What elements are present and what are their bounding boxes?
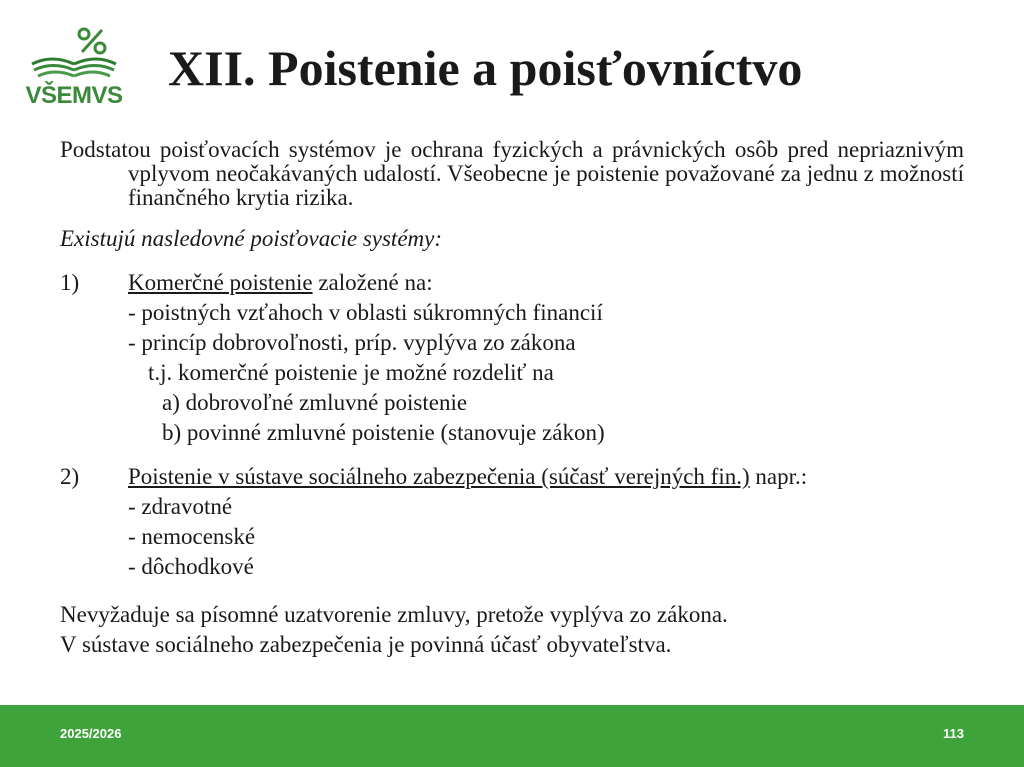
item2-heading-rest: napr.: (749, 464, 808, 489)
item1-heading-rest: založené na: (312, 270, 433, 295)
logo-text-b: VS (91, 82, 123, 109)
page-number: 113 (943, 726, 964, 741)
item1-heading-underlined: Komerčné poistenie (128, 270, 313, 295)
item2-line-1: - zdravotné (128, 494, 233, 519)
item2-line-3: - dôchodkové (128, 554, 254, 579)
logo (24, 24, 124, 110)
item1-subitem-a: a) dobrovoľné zmluvné poistenie (162, 390, 468, 415)
list-number-1: 1) (60, 270, 80, 295)
closing-line-1: Nevyžaduje sa písomné uzatvorenie zmluvy, pretože vyplýva zo zákona. (60, 602, 728, 627)
footer-year: 2025/2026 (60, 726, 122, 741)
logo-text-a: VŠEM (25, 82, 92, 109)
list-number-2: 2) (60, 464, 80, 489)
item2-heading-underlined: Poistenie v sústave sociálneho zabezpečenia (súčasť verejných fin.) (128, 464, 750, 489)
item1-subitem-b: b) povinné zmluvné poistenie (stanovuje zákon) (162, 420, 605, 445)
item2-line-2: - nemocenské (128, 524, 256, 549)
list-item-1 (60, 268, 964, 448)
item1-line-1: - poistných vzťahoch v oblasti súkromných financií (128, 300, 603, 325)
item1-note: t.j. komerčné poistenie je možné rozdeliť na (148, 360, 554, 385)
list-item-2 (60, 462, 964, 582)
systems-subtitle: Existujú nasledovné poisťovacie systémy: (60, 226, 443, 251)
item2-heading (128, 462, 964, 492)
slide-title: XII. Poistenie a poisťovníctvo (168, 40, 803, 96)
item1-line-2: - princíp dobrovoľnosti, príp. vyplýva zo zákona (128, 330, 576, 355)
closing-line-2: V sústave sociálneho zabezpečenia je povinná účasť obyvateľstva. (60, 632, 672, 657)
footer-bar (0, 705, 1024, 767)
logo-text (24, 82, 124, 110)
slide-content (60, 138, 964, 660)
book-percent-icon (24, 24, 124, 84)
closing-paragraph (60, 600, 964, 660)
intro-paragraph: Podstatou poisťovacích systémov je ochrana fyzických a právnických osôb pred nepriaznivým vplyvom neočakávaných udalostí. Všeobecne je poistenie považované za jednu z možností finančného krytia rizika. (60, 137, 964, 210)
item1-heading (128, 268, 964, 298)
